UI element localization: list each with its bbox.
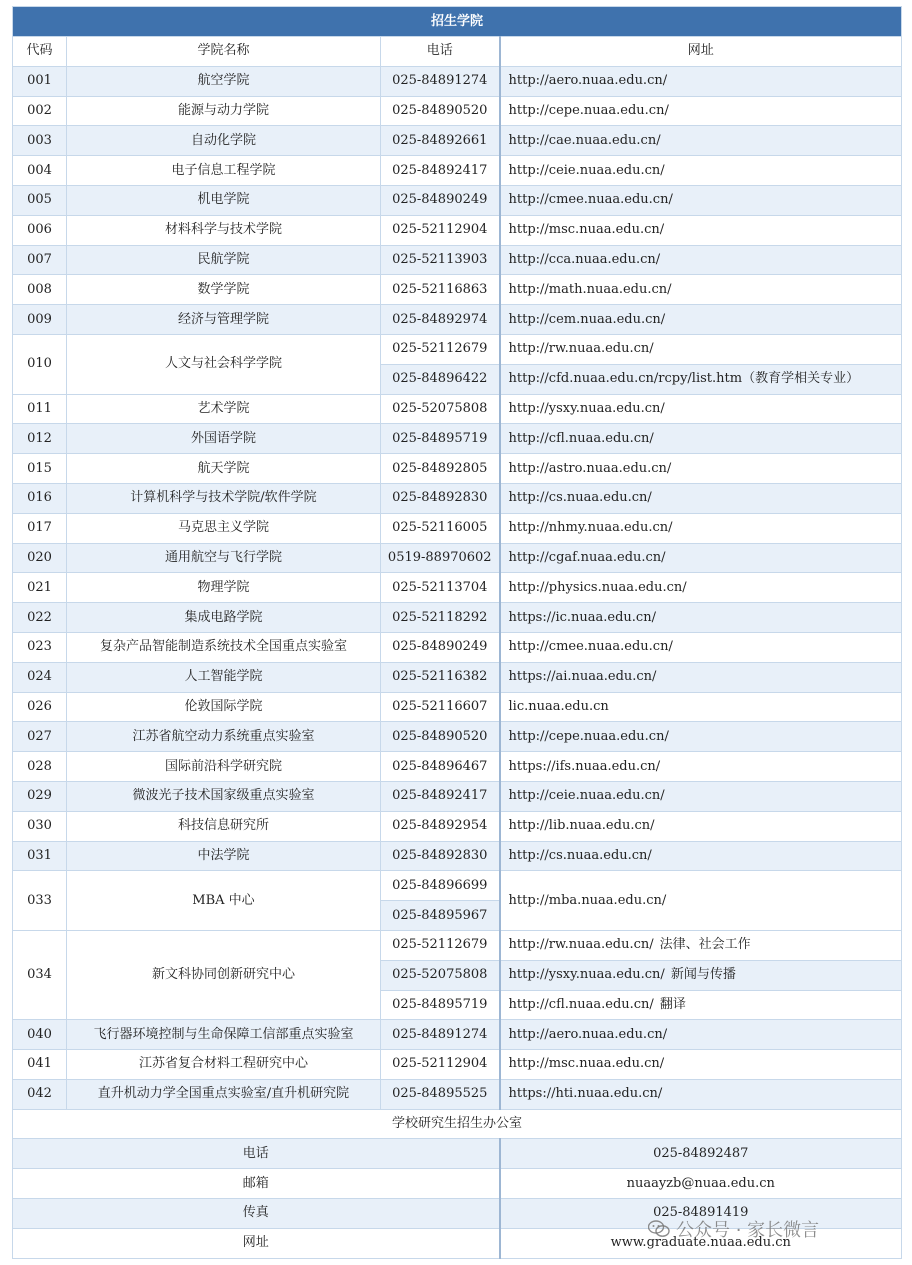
row-phone: 025-52112904 xyxy=(381,215,500,245)
row-code: 033 xyxy=(13,871,67,931)
row-code: 010 xyxy=(13,334,67,394)
url-cell xyxy=(500,245,902,275)
url-cell xyxy=(500,573,902,603)
row-name: 新文科协同创新研究中心 xyxy=(67,930,381,1019)
table-row xyxy=(13,692,902,722)
row-code: 029 xyxy=(13,781,67,811)
table-row xyxy=(13,66,902,96)
url-text: http://lib.nuaa.edu.cn/ xyxy=(508,818,655,834)
url-cell xyxy=(500,662,902,692)
url-text: http://physics.nuaa.edu.cn/ xyxy=(508,579,687,595)
url-text: http://math.nuaa.edu.cn/ xyxy=(508,281,672,297)
url-cell xyxy=(500,364,902,394)
table-row xyxy=(13,424,902,454)
table-title: 招生学院 xyxy=(13,7,902,37)
header-phone: 电话 xyxy=(381,37,500,67)
table-row xyxy=(13,513,902,543)
url-text: https://ai.nuaa.edu.cn/ xyxy=(508,669,657,685)
url-cell xyxy=(500,960,902,990)
row-name: 微波光子技术国家级重点实验室 xyxy=(67,781,381,811)
row-name: 江苏省航空动力系统重点实验室 xyxy=(67,722,381,752)
row-phone: 025-84890249 xyxy=(381,185,500,215)
url-text: https://hti.nuaa.edu.cn/ xyxy=(508,1086,663,1102)
row-code: 017 xyxy=(13,513,67,543)
row-phone: 025-84892805 xyxy=(381,454,500,484)
row-code: 003 xyxy=(13,126,67,156)
url-cell xyxy=(500,811,902,841)
table-row xyxy=(13,573,902,603)
url-text: http://astro.nuaa.edu.cn/ xyxy=(508,460,672,476)
row-code: 031 xyxy=(13,841,67,871)
url-cell xyxy=(500,1079,902,1109)
url-text: http://ysxy.nuaa.edu.cn/ xyxy=(508,967,665,983)
url-cell xyxy=(500,483,902,513)
header-row xyxy=(13,37,902,67)
url-text: http://cfd.nuaa.edu.cn/rcpy/list.htm（教育学相关专业） xyxy=(508,371,860,387)
row-phone: 025-84892954 xyxy=(381,811,500,841)
table-row xyxy=(13,632,902,662)
table-row xyxy=(13,275,902,305)
url-cell xyxy=(500,454,902,484)
url-cell xyxy=(500,722,902,752)
office-email-value: nuaayzb@nuaa.edu.cn xyxy=(500,1169,902,1199)
url-cell xyxy=(500,841,902,871)
table-row xyxy=(13,930,902,960)
table-row xyxy=(13,156,902,186)
table-row xyxy=(13,543,902,573)
row-code: 021 xyxy=(13,573,67,603)
row-phone: 025-84895719 xyxy=(381,990,500,1020)
url-text: http://ceie.nuaa.edu.cn/ xyxy=(508,162,665,178)
row-phone: 025-84891274 xyxy=(381,1020,500,1050)
row-phone: 025-52116863 xyxy=(381,275,500,305)
row-code: 007 xyxy=(13,245,67,275)
row-code: 020 xyxy=(13,543,67,573)
url-text: https://ifs.nuaa.edu.cn/ xyxy=(508,758,661,774)
table-row xyxy=(13,1020,902,1050)
row-phone: 025-52112679 xyxy=(381,334,500,364)
row-code: 008 xyxy=(13,275,67,305)
row-name: MBA 中心 xyxy=(67,871,381,931)
url-text: http://mba.nuaa.edu.cn/ xyxy=(508,892,667,908)
url-cell xyxy=(500,632,902,662)
url-text: http://ceie.nuaa.edu.cn/ xyxy=(508,788,665,804)
row-phone: 025-52075808 xyxy=(381,394,500,424)
url-text: http://aero.nuaa.edu.cn/ xyxy=(508,73,668,89)
row-name: 计算机科学与技术学院/软件学院 xyxy=(67,483,381,513)
table-row xyxy=(13,781,902,811)
url-text: http://cmee.nuaa.edu.cn/ xyxy=(508,192,673,208)
url-cell xyxy=(500,334,902,364)
row-phone: 025-52116005 xyxy=(381,513,500,543)
row-code: 011 xyxy=(13,394,67,424)
row-phone: 025-52075808 xyxy=(381,960,500,990)
url-cell xyxy=(500,752,902,782)
row-name: 科技信息研究所 xyxy=(67,811,381,841)
row-name: 人工智能学院 xyxy=(67,662,381,692)
url-cell xyxy=(500,66,902,96)
row-code: 034 xyxy=(13,930,67,1019)
office-web-label: 网址 xyxy=(13,1228,500,1258)
url-text: http://rw.nuaa.edu.cn/ xyxy=(508,937,654,953)
watermark xyxy=(648,1214,893,1244)
table-row xyxy=(13,245,902,275)
table-row xyxy=(13,871,902,901)
row-phone: 025-84892661 xyxy=(381,126,500,156)
table-row xyxy=(13,752,902,782)
table-row xyxy=(13,96,902,126)
table-row xyxy=(13,305,902,335)
url-cell xyxy=(500,990,902,1020)
row-phone: 025-52113704 xyxy=(381,573,500,603)
row-code: 005 xyxy=(13,185,67,215)
url-text: http://ysxy.nuaa.edu.cn/ xyxy=(508,400,665,416)
table-row xyxy=(13,722,902,752)
row-name: 外国语学院 xyxy=(67,424,381,454)
row-name: 集成电路学院 xyxy=(67,603,381,633)
row-code: 001 xyxy=(13,66,67,96)
url-cell xyxy=(500,692,902,722)
table-row xyxy=(13,603,902,633)
row-phone: 025-84892417 xyxy=(381,781,500,811)
row-phone: 025-84892830 xyxy=(381,841,500,871)
table-title-row xyxy=(13,7,902,37)
admissions-table xyxy=(12,6,902,1259)
row-name: 通用航空与飞行学院 xyxy=(67,543,381,573)
row-phone: 025-52116382 xyxy=(381,662,500,692)
row-name: 中法学院 xyxy=(67,841,381,871)
table-row xyxy=(13,215,902,245)
table-row xyxy=(13,394,902,424)
url-text: https://ic.nuaa.edu.cn/ xyxy=(508,609,656,625)
row-phone: 025-84891274 xyxy=(381,66,500,96)
url-cell xyxy=(500,603,902,633)
row-name: 伦敦国际学院 xyxy=(67,692,381,722)
header-name: 学院名称 xyxy=(67,37,381,67)
header-code: 代码 xyxy=(13,37,67,67)
url-cell xyxy=(500,96,902,126)
row-phone: 025-84895525 xyxy=(381,1079,500,1109)
table-row xyxy=(13,185,902,215)
row-name: 民航学院 xyxy=(67,245,381,275)
row-code: 030 xyxy=(13,811,67,841)
row-code: 002 xyxy=(13,96,67,126)
url-cell xyxy=(500,1020,902,1050)
row-code: 004 xyxy=(13,156,67,186)
row-name: 江苏省复合材料工程研究中心 xyxy=(67,1050,381,1080)
url-text: http://msc.nuaa.edu.cn/ xyxy=(508,1056,665,1072)
url-text: http://cepe.nuaa.edu.cn/ xyxy=(508,102,669,118)
office-phone-row xyxy=(13,1139,902,1169)
url-text: http://cae.nuaa.edu.cn/ xyxy=(508,132,661,148)
row-code: 026 xyxy=(13,692,67,722)
row-name: 数学学院 xyxy=(67,275,381,305)
row-name: 航天学院 xyxy=(67,454,381,484)
url-note: 法律、社会工作 xyxy=(659,937,751,953)
office-phone-value: 025-84892487 xyxy=(500,1139,902,1169)
row-name: 自动化学院 xyxy=(67,126,381,156)
row-code: 040 xyxy=(13,1020,67,1050)
row-phone: 025-52116607 xyxy=(381,692,500,722)
row-name: 马克思主义学院 xyxy=(67,513,381,543)
row-code: 009 xyxy=(13,305,67,335)
url-text: http://nhmy.nuaa.edu.cn/ xyxy=(508,520,673,536)
table-row xyxy=(13,1050,902,1080)
office-fax-label: 传真 xyxy=(13,1199,500,1229)
row-phone: 025-84892974 xyxy=(381,305,500,335)
url-text: http://cepe.nuaa.edu.cn/ xyxy=(508,728,669,744)
url-text: http://rw.nuaa.edu.cn/ xyxy=(508,341,654,357)
row-code: 016 xyxy=(13,483,67,513)
row-name: 材料科学与技术学院 xyxy=(67,215,381,245)
row-code: 012 xyxy=(13,424,67,454)
row-phone: 025-84895967 xyxy=(381,901,500,931)
row-code: 041 xyxy=(13,1050,67,1080)
row-phone: 025-84890520 xyxy=(381,96,500,126)
watermark-text: 公众号 · 家长微言 xyxy=(676,1220,820,1241)
table-row xyxy=(13,1079,902,1109)
url-text: http://aero.nuaa.edu.cn/ xyxy=(508,1026,668,1042)
office-title: 学校研究生招生办公室 xyxy=(13,1109,902,1139)
url-cell xyxy=(500,305,902,335)
row-code: 024 xyxy=(13,662,67,692)
url-cell xyxy=(500,185,902,215)
table-row xyxy=(13,454,902,484)
row-code: 006 xyxy=(13,215,67,245)
url-text: http://cca.nuaa.edu.cn/ xyxy=(508,251,661,267)
row-phone: 025-84896467 xyxy=(381,752,500,782)
row-name: 飞行器环境控制与生命保障工信部重点实验室 xyxy=(67,1020,381,1050)
wechat-icon xyxy=(648,1220,670,1238)
row-code: 015 xyxy=(13,454,67,484)
url-cell xyxy=(500,394,902,424)
url-cell xyxy=(500,1050,902,1080)
url-cell xyxy=(500,156,902,186)
row-name: 机电学院 xyxy=(67,185,381,215)
url-cell xyxy=(500,543,902,573)
table-row xyxy=(13,126,902,156)
office-email-row xyxy=(13,1169,902,1199)
office-email-label: 邮箱 xyxy=(13,1169,500,1199)
office-phone-label: 电话 xyxy=(13,1139,500,1169)
row-name: 人文与社会科学学院 xyxy=(67,334,381,394)
office-web-value: www.graduate.nuaa.edu.cn xyxy=(500,1228,902,1258)
row-phone: 025-84892417 xyxy=(381,156,500,186)
row-phone: 025-84896422 xyxy=(381,364,500,394)
url-cell xyxy=(500,126,902,156)
office-title-row xyxy=(13,1109,902,1139)
row-phone: 025-84890520 xyxy=(381,722,500,752)
table-row xyxy=(13,841,902,871)
header-url: 网址 xyxy=(500,37,902,67)
url-cell xyxy=(500,513,902,543)
table-row xyxy=(13,334,902,364)
url-text: http://cgaf.nuaa.edu.cn/ xyxy=(508,549,666,565)
url-cell xyxy=(500,215,902,245)
row-phone: 0519-88970602 xyxy=(381,543,500,573)
row-code: 023 xyxy=(13,632,67,662)
row-code: 022 xyxy=(13,603,67,633)
url-cell xyxy=(500,781,902,811)
url-note: 新闻与传播 xyxy=(670,967,736,983)
row-phone: 025-52113903 xyxy=(381,245,500,275)
table-row xyxy=(13,811,902,841)
row-phone: 025-84890249 xyxy=(381,632,500,662)
row-code: 042 xyxy=(13,1079,67,1109)
row-code: 028 xyxy=(13,752,67,782)
row-name: 航空学院 xyxy=(67,66,381,96)
row-code: 027 xyxy=(13,722,67,752)
row-name: 经济与管理学院 xyxy=(67,305,381,335)
url-cell xyxy=(500,871,902,931)
url-text: http://cfl.nuaa.edu.cn/ xyxy=(508,996,654,1012)
row-name: 电子信息工程学院 xyxy=(67,156,381,186)
row-phone: 025-84892830 xyxy=(381,483,500,513)
row-phone: 025-84896699 xyxy=(381,871,500,901)
url-text: http://cfl.nuaa.edu.cn/ xyxy=(508,430,654,446)
row-name: 国际前沿科学研究院 xyxy=(67,752,381,782)
url-cell xyxy=(500,424,902,454)
url-text: http://cem.nuaa.edu.cn/ xyxy=(508,311,666,327)
url-cell xyxy=(500,930,902,960)
url-text: http://cs.nuaa.edu.cn/ xyxy=(508,847,652,863)
url-note: 翻译 xyxy=(659,996,686,1012)
row-name: 复杂产品智能制造系统技术全国重点实验室 xyxy=(67,632,381,662)
row-phone: 025-52112679 xyxy=(381,930,500,960)
url-text: lic.nuaa.edu.cn xyxy=(508,698,609,714)
url-text: http://cmee.nuaa.edu.cn/ xyxy=(508,639,673,655)
row-phone: 025-84895719 xyxy=(381,424,500,454)
row-name: 能源与动力学院 xyxy=(67,96,381,126)
row-name: 艺术学院 xyxy=(67,394,381,424)
url-text: http://msc.nuaa.edu.cn/ xyxy=(508,222,665,238)
url-text: http://cs.nuaa.edu.cn/ xyxy=(508,490,652,506)
row-name: 物理学院 xyxy=(67,573,381,603)
table-row xyxy=(13,483,902,513)
table-row xyxy=(13,662,902,692)
row-name: 直升机动力学全国重点实验室/直升机研究院 xyxy=(67,1079,381,1109)
office-fax-value: 025-84891419 xyxy=(500,1199,902,1229)
url-cell xyxy=(500,275,902,305)
row-phone: 025-52118292 xyxy=(381,603,500,633)
row-phone: 025-52112904 xyxy=(381,1050,500,1080)
